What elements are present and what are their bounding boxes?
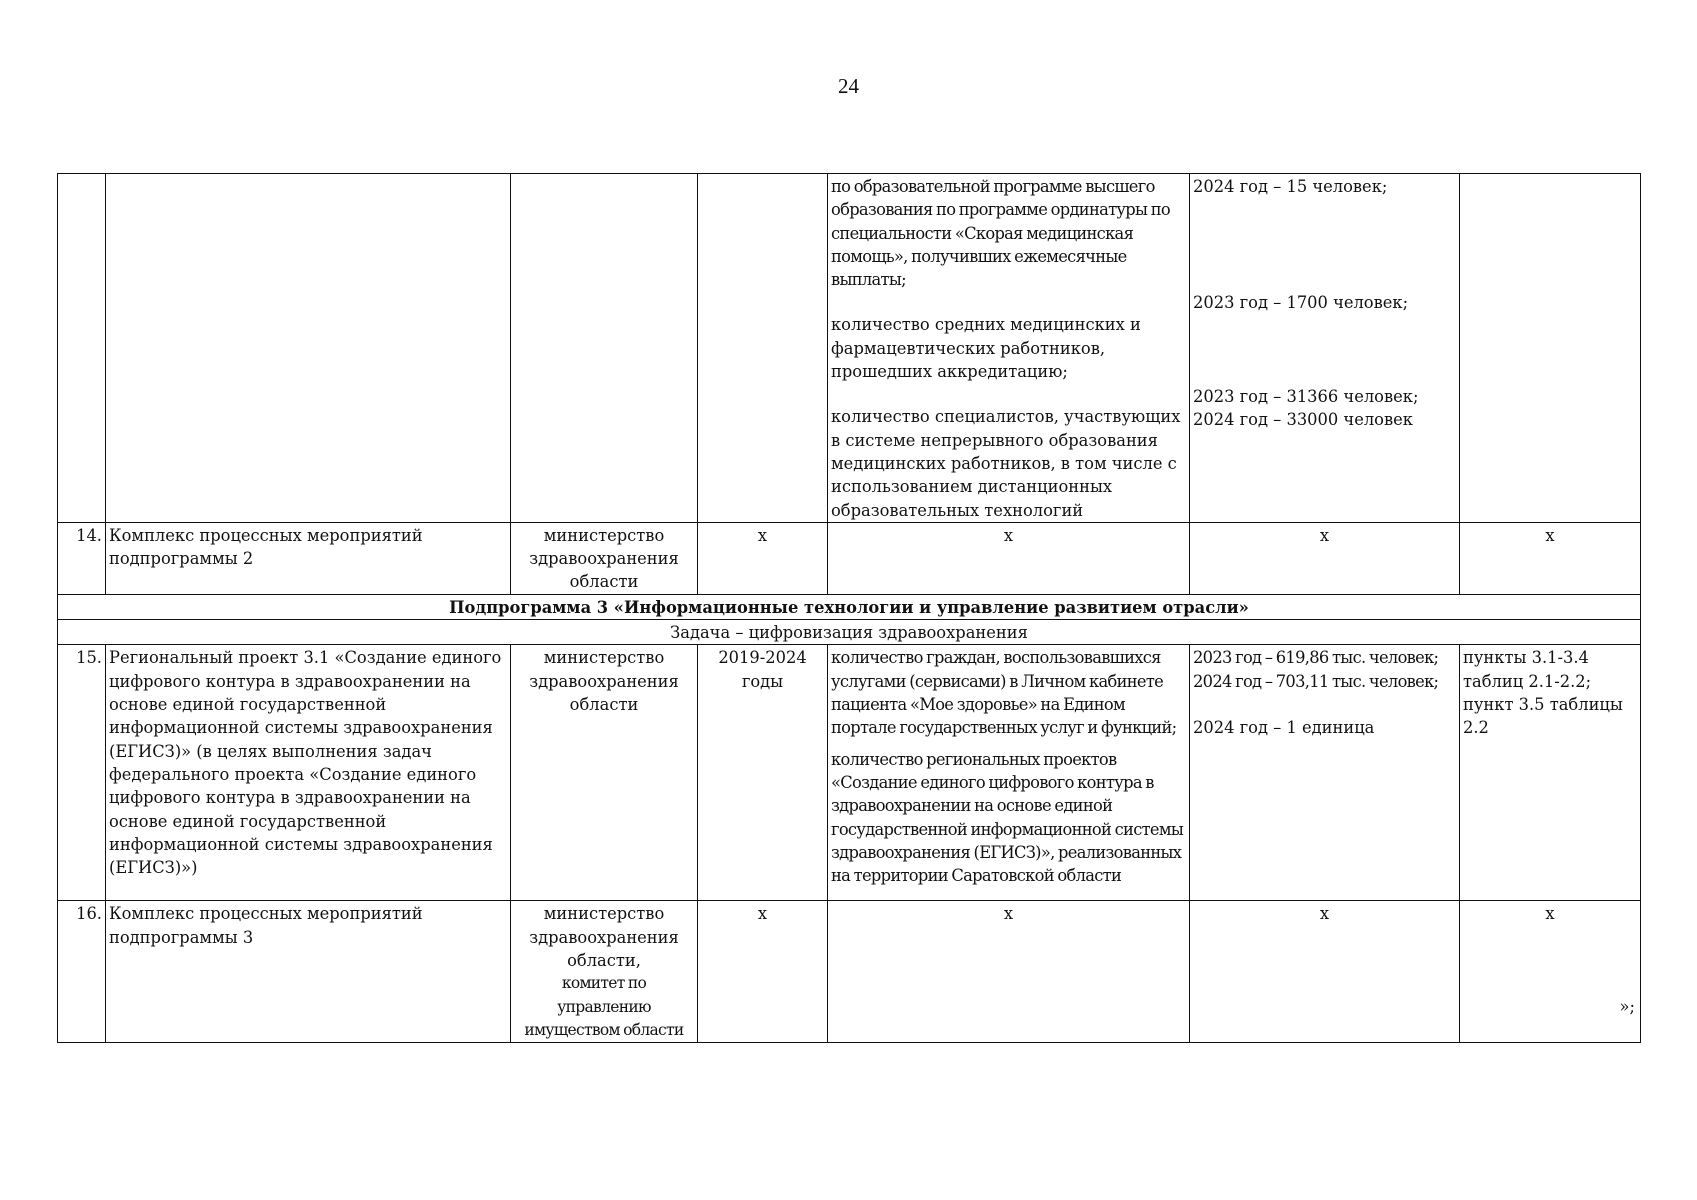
cell-name: Комплекс процессных мероприятий подпрограммы 3 <box>106 901 511 1043</box>
cell-values: х <box>1190 901 1460 1043</box>
executor-main: министерство здравоохранения области, <box>529 904 679 971</box>
value-text: 2024 год – 1 единица <box>1193 718 1375 738</box>
cell-term: х <box>698 522 828 594</box>
indicator-text: по образовательной программе высшего образования по программе ординатуры по специальности «Скорая медицинская помощь», получивших ежемесячные выплаты; <box>831 177 1170 290</box>
indicator-text: количество специалистов, участвующих в системе непрерывного образования медицинских работников, в том числе с использованием дистанционных образовательных технологий <box>831 407 1181 520</box>
cell-values <box>1190 174 1460 523</box>
executor-extra: комитет по управлению имуществом области <box>524 974 684 1039</box>
program-table <box>57 173 1641 1043</box>
cell-indicators <box>828 174 1190 523</box>
indicator-text: количество средних медицинских и фармацевтических работников, прошедших аккредитацию; <box>831 315 1141 382</box>
subprogram-heading-row <box>58 594 1641 619</box>
cell-executor <box>511 174 698 523</box>
value-text: 2024 год – 703,11 тыс. человек; <box>1193 671 1439 691</box>
table-row-16 <box>58 901 1641 1043</box>
table-row-continued <box>58 174 1641 523</box>
cell-values: х <box>1190 522 1460 594</box>
value-text: 2024 год – 15 человек; <box>1193 177 1388 196</box>
task-heading-row <box>58 620 1641 645</box>
subprogram-title: Подпрограмма 3 «Информационные технологии и управление развитием отрасли» <box>58 594 1641 619</box>
cell-name <box>106 174 511 523</box>
table-row-15 <box>58 645 1641 901</box>
cell-term <box>698 174 828 523</box>
cell-name: Региональный проект 3.1 «Создание единого цифрового контура в здравоохранении на основе единой государственной информационной системы здравоохранения (ЕГИСЗ)» (в целях выполнения задач федерального проекта «Создание единого цифрового контура в здравоохранении на основе единой государственной информационной системы здравоохранения (ЕГИСЗ)») <box>106 645 511 901</box>
cell-name: Комплекс процессных мероприятий подпрограммы 2 <box>106 522 511 594</box>
cell-num: 16. <box>58 901 106 1043</box>
cell-executor: министерство здравоохранения области <box>511 522 698 594</box>
value-text: 2023 год – 1700 человек; <box>1193 293 1409 313</box>
cell-indicators: х <box>828 522 1190 594</box>
cell-num: 14. <box>58 522 106 594</box>
cell-executor <box>511 901 698 1043</box>
cell-indicators: х <box>828 901 1190 1043</box>
cell-link <box>1460 174 1641 523</box>
link-stack <box>1463 902 1637 1018</box>
page-number: 24 <box>838 74 859 98</box>
cell-num <box>58 174 106 523</box>
closing-quote-mark: »; <box>1619 997 1635 1017</box>
indicator-text: количество граждан, воспользовавшихся услугами (сервисами) в Личном кабинете пациента «Мое здоровье» на Едином портале государственных услуг и функций; <box>831 648 1177 738</box>
cell-link: х <box>1460 522 1641 594</box>
cell-executor: министерство здравоохранения области <box>511 645 698 901</box>
cell-link: пункты 3.1-3.4 таблиц 2.1-2.2; пункт 3.5 таблицы 2.2 <box>1460 645 1641 901</box>
cell-num: 15. <box>58 645 106 901</box>
cell-indicators <box>828 645 1190 901</box>
link-text: х <box>1545 904 1555 924</box>
cell-term: х <box>698 901 828 1043</box>
cell-term: 2019-2024 годы <box>698 645 828 901</box>
cell-values <box>1190 645 1460 901</box>
value-text: 2023 год – 619,86 тыс. человек; <box>1193 648 1439 668</box>
indicator-text: количество региональных проектов «Создание единого цифрового контура в здравоохранении на основе единой государственной информационной системы здравоохранения (ЕГИСЗ)», реализованных на территории Саратовской области <box>831 749 1184 886</box>
value-text: 2023 год – 31366 человек; <box>1193 386 1419 406</box>
task-title: Задача – цифровизация здравоохранения <box>58 620 1641 645</box>
value-text: 2024 год – 33000 человек <box>1193 409 1413 429</box>
cell-link <box>1460 901 1641 1043</box>
table-row-14 <box>58 522 1641 594</box>
